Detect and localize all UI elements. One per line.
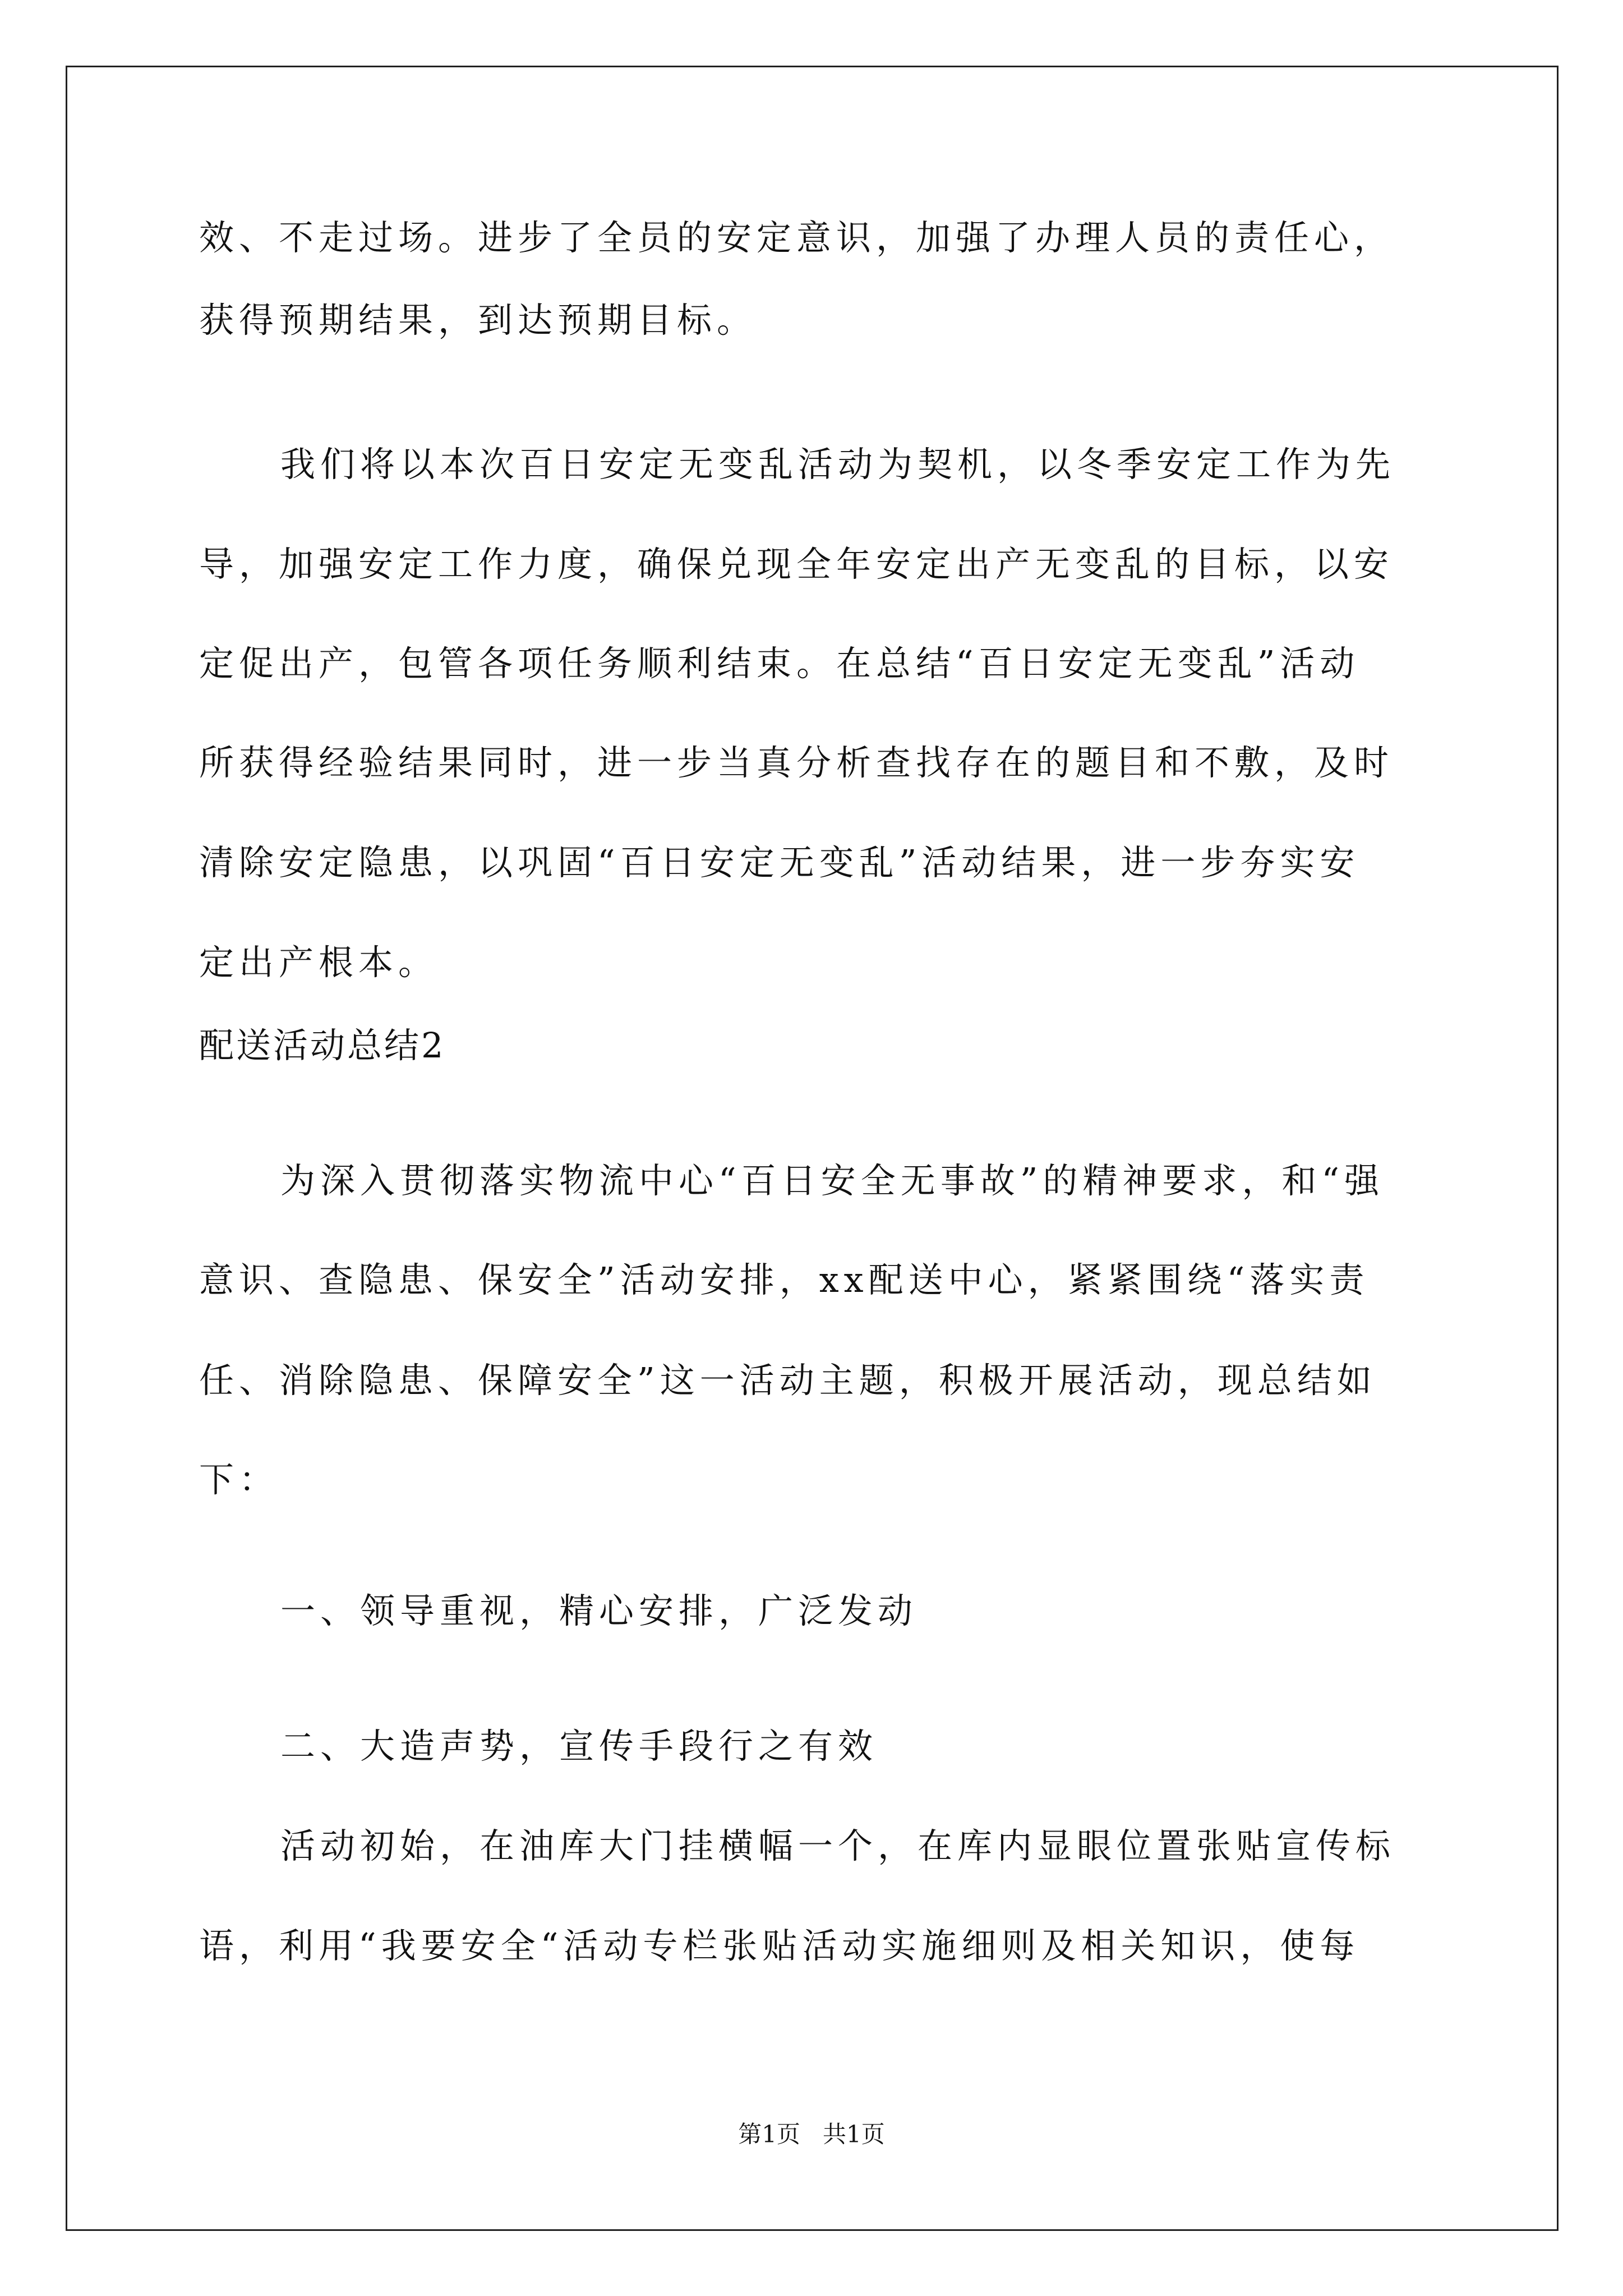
paragraph-line: 意识、查隐患、保安全”活动安排，xx配送中心，紧紧围绕“落实责 (199, 1259, 1370, 1300)
paragraph-line: 语，利用“我要安全“活动专栏张贴活动实施细则及相关知识，使每 (199, 1925, 1360, 1966)
paragraph-line: 获得预期结果，到达预期目标。 (199, 300, 757, 341)
paragraph-line: 清除安定隐患，以巩固“百日安定无变乱”活动结果，进一步夯实安 (199, 842, 1360, 883)
paragraph-line: 任、消除隐患、保障安全”这一活动主题，积极开展活动，现总结如 (199, 1360, 1377, 1401)
paragraph-line: 活动初始，在油库大门挂横幅一个，在库内显眼位置张贴宣传标 (280, 1825, 1396, 1866)
section-heading: 配送活动总结2 (199, 1025, 446, 1066)
paragraph-line: 定出产根本。 (199, 942, 439, 983)
page-border (66, 66, 1559, 2231)
paragraph-line: 所获得经验结果同时，进一步当真分析查找存在的题目和不敷，及时 (199, 742, 1394, 783)
paragraph-line: 效、不走过场。进步了全员的安定意识，加强了办理人员的责任心， (199, 217, 1394, 258)
paragraph-line: 下： (199, 1459, 279, 1500)
list-item: 二、大造声势，宣传手段行之有效 (280, 1726, 878, 1766)
page-footer: 第1页 共1页 (738, 2120, 885, 2148)
paragraph-line: 定促出产，包管各项任务顺利结束。在总结“百日安定无变乱”活动 (199, 643, 1360, 684)
paragraph-line: 导，加强安定工作力度，确保兑现全年安定出产无变乱的目标，以安 (199, 544, 1394, 585)
paragraph-line: 为深入贯彻落实物流中心“百日安全无事故”的精神要求，和“强 (280, 1160, 1385, 1201)
list-item: 一、领导重视，精心安排，广泛发动 (280, 1590, 918, 1631)
paragraph-line: 我们将以本次百日安定无变乱活动为契机，以冬季安定工作为先 (280, 444, 1396, 485)
